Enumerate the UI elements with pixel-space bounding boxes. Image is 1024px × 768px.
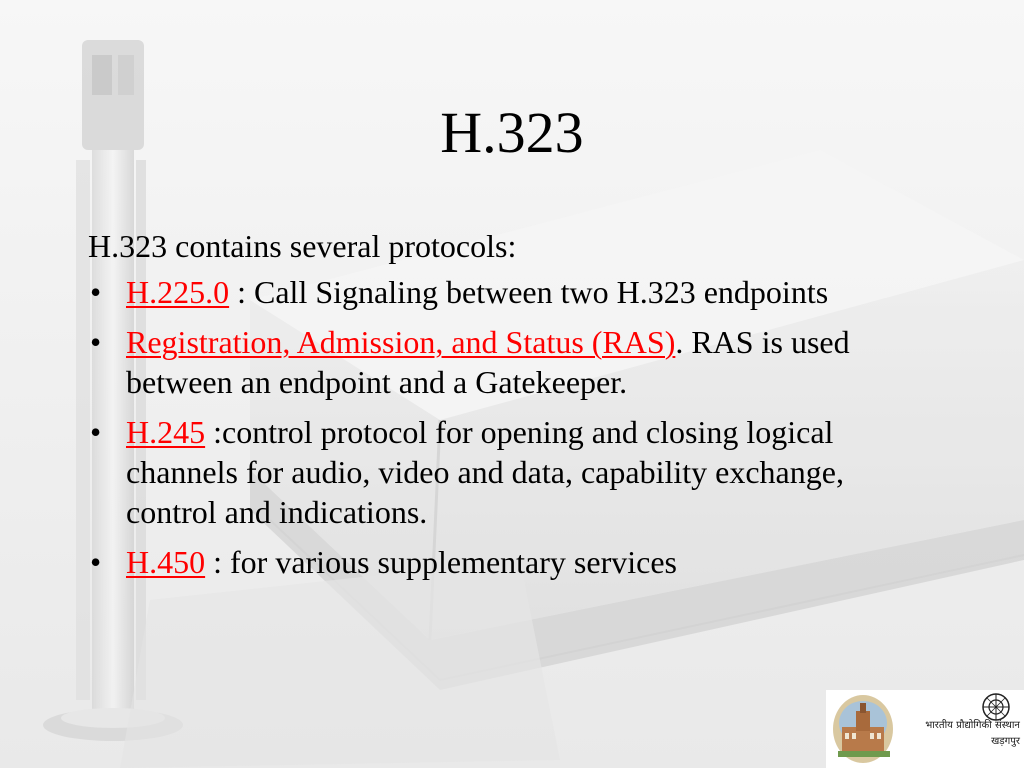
- building-photo: [830, 693, 900, 765]
- logo-line-1: भारतीय प्रौद्योगिकी संस्थान: [925, 720, 1020, 731]
- slide-content: [88, 226, 918, 592]
- bullet-icon: •: [90, 544, 102, 580]
- list-item: [88, 272, 918, 312]
- bullet-text: : for various supplementary services: [205, 544, 677, 580]
- link-h450[interactable]: H.450: [126, 544, 206, 580]
- institute-logo: [826, 690, 1024, 768]
- bullet-icon: •: [90, 414, 102, 450]
- bullet-icon: •: [90, 324, 102, 360]
- list-item: [88, 542, 918, 582]
- list-item: [88, 322, 918, 402]
- slide-title: H.323: [440, 100, 584, 165]
- intro-text: H.323 contains several protocols:: [88, 228, 517, 264]
- list-item: [88, 412, 918, 532]
- logo-text: [908, 718, 1020, 750]
- link-ras[interactable]: Registration, Admission, and Status (RAS): [126, 324, 676, 360]
- bullet-text: : Call Signaling between two H.323 endpoints: [229, 274, 829, 310]
- protocol-list: [88, 272, 918, 582]
- link-h245[interactable]: H.245: [126, 414, 206, 450]
- logo-line-2: खड़गपुर: [991, 736, 1020, 747]
- bullet-text: . RAS is used between an endpoint and a Gatekeeper.: [126, 324, 850, 400]
- link-h225[interactable]: H.225.0: [126, 274, 230, 310]
- bullet-text: :control protocol for opening and closing logical channels for audio, video and data, capability exchange, control and indications.: [126, 414, 844, 530]
- bullet-icon: •: [90, 274, 102, 310]
